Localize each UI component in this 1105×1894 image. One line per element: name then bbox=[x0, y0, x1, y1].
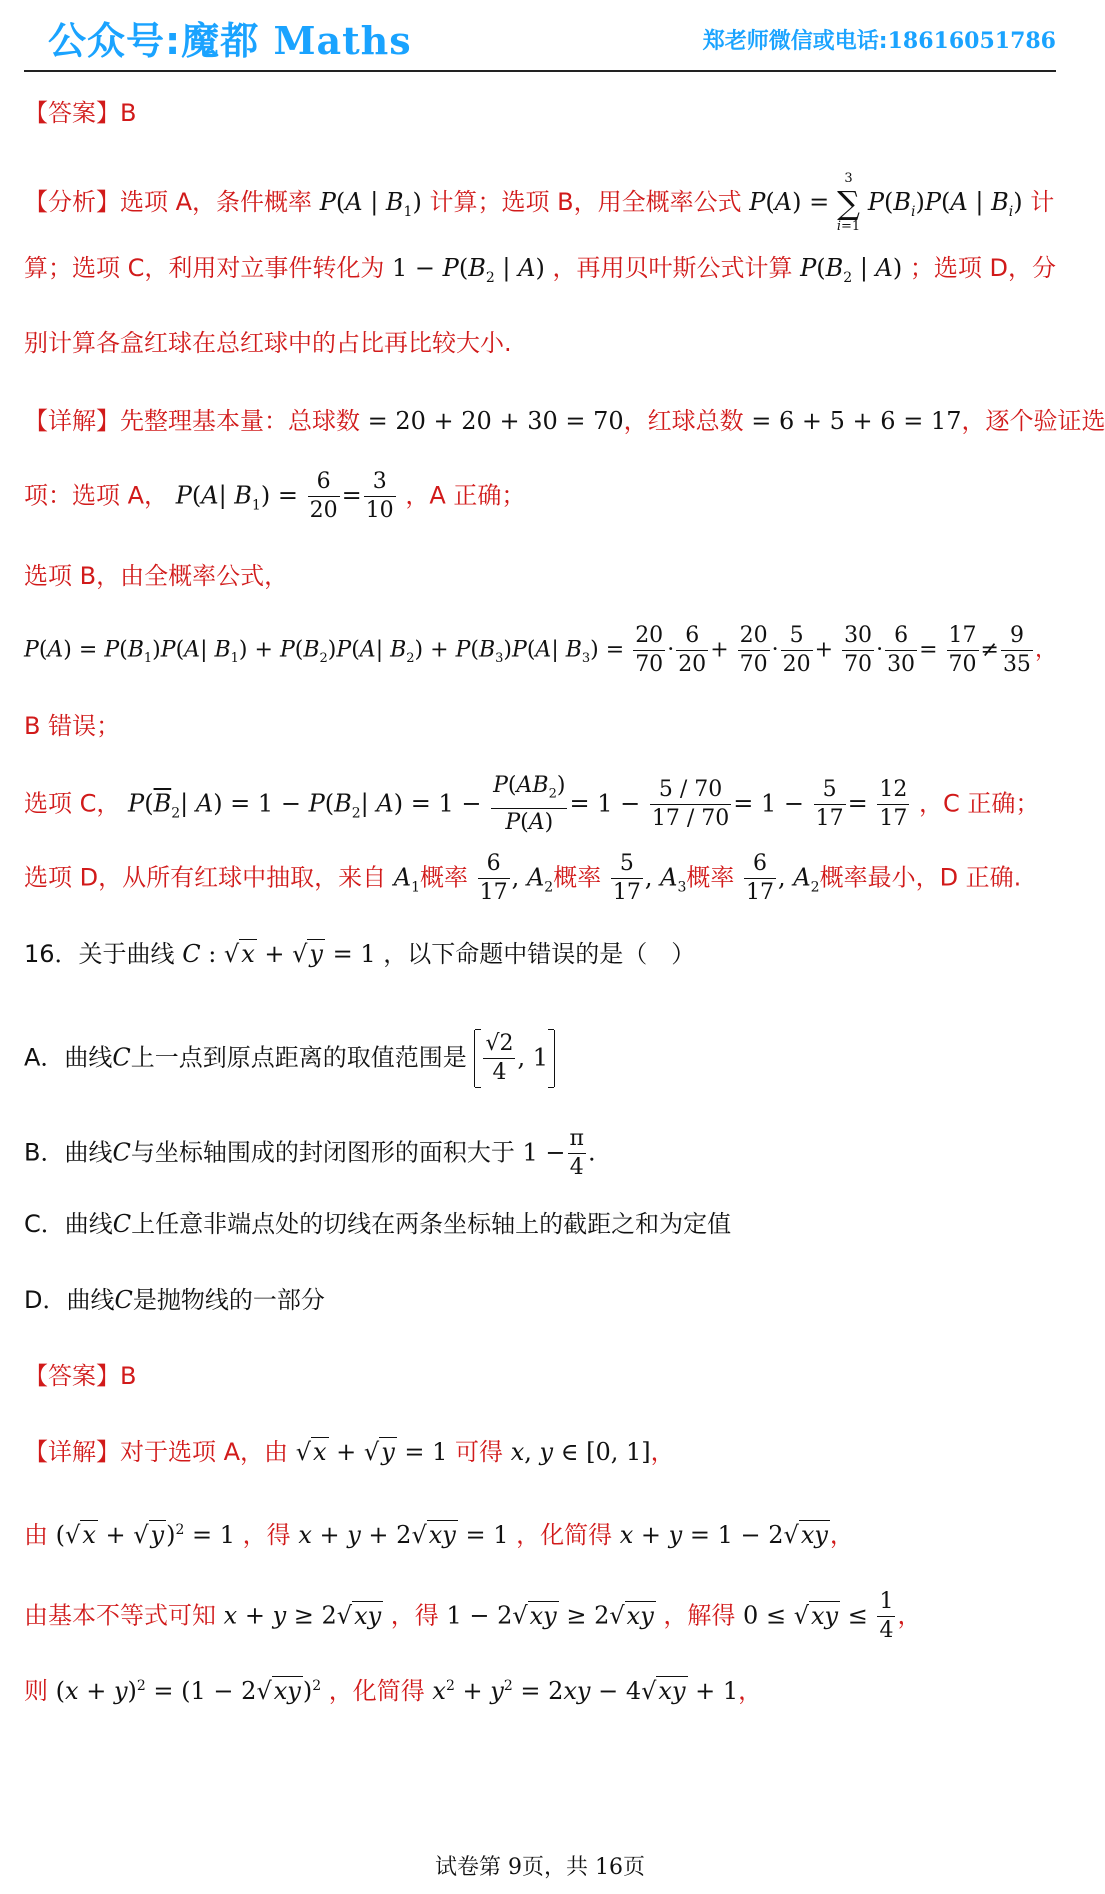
optB-formula: $P(A) = P(B_1)P(A|$ $B_1) + P(B_2)P(A|$ $B_2) + P(B_3)P(A|$ $B_3$) = $\frac{20}{70}$ · $\frac{6}{20}$ + $\frac{20}{70}$ · $\frac{5}{20}$ + $\frac{30}{70}$ · $\frac{6}{30}$ = $\frac{17}{70}$ ≠ $\frac{9}{35}$ ， bbox=[24, 623, 1057, 677]
optB-wrong: B 错误； bbox=[24, 712, 121, 740]
brand-logo: 公众号:魔都 Maths bbox=[48, 18, 412, 63]
q16-detail-3: 由基本不等式可知 x + y ≥ 2√xy ，得 1 − 2√xy ≥ 2√xy ，解得 0 ≤ √xy ≤ $\frac{1}{4}$ ， bbox=[24, 1589, 922, 1643]
q16-detail-4: 则 $(x + y)^2 = (1 - 2√xy)^2$ ，化简得 $x^2 + y^2 = 2xy - 4√xy + 1$， bbox=[24, 1677, 763, 1705]
analysis-line-1: 【分析】选项 A，条件概率 P(A | $B_1$) 计算；选项 B，用全概率公式 P(A) = 3 ∑ i=1 $P(B_i)P(A$ | $B_i$) 计 bbox=[24, 171, 1055, 234]
detail-line-2: 项：选项 A， P(A| $B_1$) = $\frac{6}{20}$ = $\frac{3}{10}$ ，A 正确； bbox=[24, 469, 526, 523]
optB-label: 选项 B，由全概率公式， bbox=[24, 562, 289, 590]
q16-option-b: B．曲线C与坐标轴围成的封闭图形的面积大于 1 − $\frac{\pi}{4}$ . bbox=[24, 1126, 596, 1180]
analysis-line-3: 别计算各盒红球在总红球中的占比再比较大小. bbox=[24, 329, 512, 357]
page-header bbox=[24, 0, 1056, 72]
contact-info: 郑老师微信或电话:18616051786 bbox=[702, 28, 1056, 54]
optD-line: 选项 D，从所有红球中抽取，来自 $A_1$概率 $\frac{6}{17}$ , $A_2$概率 $\frac{5}{17}$ , $A_3$概率 $\frac{6}{17}$ , $A_2$概率最小，D 正确. bbox=[24, 851, 1022, 905]
detail-line-1: 【详解】先整理基本量：总球数 = 20 + 20 + 30 = 70，红球总数 = 6 + 5 + 6 = 17，逐个验证选 bbox=[24, 407, 1105, 435]
q16-answer: 【答案】B bbox=[24, 1362, 137, 1390]
q16-option-d: D．曲线C是抛物线的一部分 bbox=[24, 1286, 325, 1314]
q16-detail-1: 【详解】对于选项 A，由 √x + √y = 1 可得 x, y ∈ [0, 1]， bbox=[24, 1438, 675, 1466]
q16-detail-2: 由 $(√x + √y)^2 = 1$ ，得 x + y + 2√xy = 1 ，化简得 x + y = 1 − 2√xy， bbox=[24, 1521, 854, 1549]
analysis-line-2: 算；选项 C，利用对立事件转化为 $1 - P(B_2$ | A) ，再用贝叶斯公式计算 $P(B_2$ | A) ；选项 D，分 bbox=[24, 254, 1057, 286]
q16-option-c: C．曲线C上任意非端点处的切线在两条坐标轴上的截距之和为定值 bbox=[24, 1210, 732, 1238]
answer-line: 【答案】B bbox=[24, 99, 137, 127]
q16-option-a: A．曲线C上一点到原点距离的取值范围是 $\frac{√2}{4}$ , 1 bbox=[24, 1030, 1058, 1087]
optC-formula: 选项 C， $P(\overline{B}_2|$ $A) = 1 - P(B_2|$ A) = 1 − $\frac{P(AB_2)}{P(A)}$ = 1 − $\frac{5 / 70}{17 / 70}$ = 1 − $\frac{5}{17}$ = $\frac{12}{17}$ ，C 正确； bbox=[24, 773, 1040, 836]
q16-stem: 16．关于曲线 C : √x + √y = 1 ，以下命题中错误的是（ ） bbox=[24, 940, 696, 968]
page-footer: 试卷第 9页，共 16页 bbox=[435, 1855, 645, 1880]
